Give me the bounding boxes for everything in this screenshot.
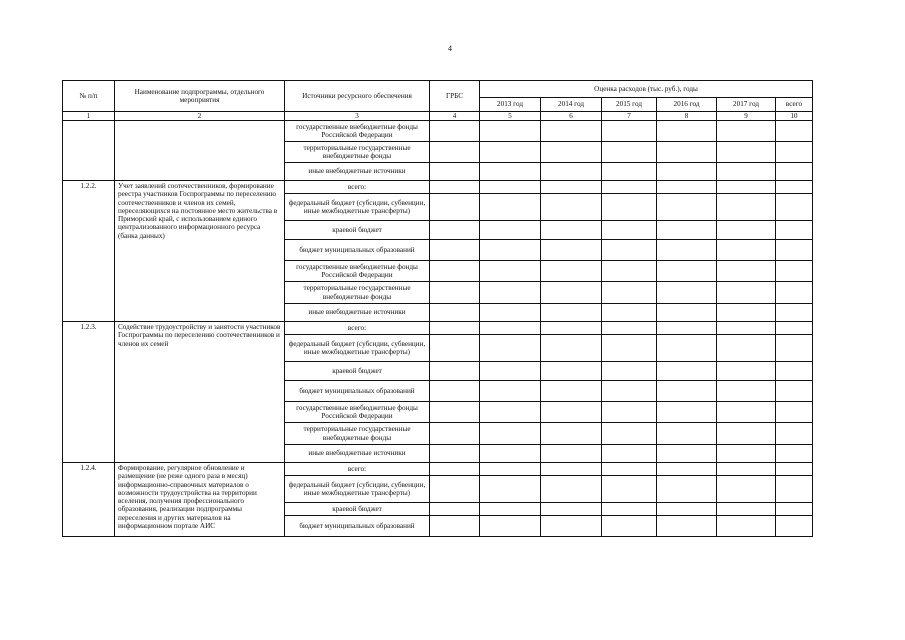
header-year-2015: 2015 год	[602, 98, 657, 112]
source-cell: территориальные государственные внебюджетные фонды	[285, 282, 430, 304]
source-cell: всего:	[285, 463, 430, 476]
row-name: Учет заявлений соотечественников, формирование реестра участников Госпрограммы по переселению соотечественников и членов их семей, переселяющихся на постоянное место жительства в Приморский край, с использованием единого централизованного информационного ресурса (банка данных)	[115, 181, 285, 322]
row-number: 1.2.2.	[63, 181, 115, 322]
header-num: № п/п	[63, 81, 115, 112]
index-cell: 1	[63, 112, 115, 121]
source-cell: бюджет муниципальных образований	[285, 240, 430, 261]
header-total: всего	[776, 98, 813, 112]
row-name	[115, 121, 285, 181]
index-row	[63, 112, 813, 121]
header-estimate: Оценка расходов (тыс. руб.), годы	[480, 81, 813, 98]
source-cell: бюджет муниципальных образований	[285, 381, 430, 402]
row-number: 1.2.4.	[63, 463, 115, 537]
source-cell: бюджет муниципальных образований	[285, 516, 430, 537]
header-year-2017: 2017 год	[717, 98, 776, 112]
source-cell: иные внебюджетные источники	[285, 304, 430, 322]
header-year-2016: 2016 год	[657, 98, 717, 112]
header-name: Наименование подпрограммы, отдельного мероприятия	[115, 81, 285, 112]
row-name: Формирование, регулярное обновление и размещение (не реже одного раза в месяц) информационно-справочных материалов о возможности трудоустройства на территории вселения, получения профессионального образования, реализации подпрограммы переселения и других материалов на информационном портале АИС	[115, 463, 285, 537]
source-cell: федеральный бюджет (субсидии, субвенции, иные межбюджетные трансферты)	[285, 476, 430, 503]
header-source: Источники ресурсного обеспечения	[285, 81, 430, 112]
expenditure-table	[62, 80, 813, 537]
row-number	[63, 121, 115, 181]
table-row	[63, 322, 813, 335]
table-row	[63, 181, 813, 194]
page-number: 4	[448, 44, 452, 53]
source-cell: территориальные государственные внебюджетные фонды	[285, 142, 430, 163]
source-cell: всего:	[285, 322, 430, 335]
index-cell: 8	[657, 112, 717, 121]
source-cell: федеральный бюджет (субсидии, субвенции, иные межбюджетные трансферты)	[285, 335, 430, 362]
source-cell: краевой бюджет	[285, 221, 430, 240]
header-year-2013: 2013 год	[480, 98, 541, 112]
header-year-2014: 2014 год	[541, 98, 602, 112]
source-cell: территориальные государственные внебюджетные фонды	[285, 423, 430, 445]
source-cell: всего:	[285, 181, 430, 194]
source-cell: федеральный бюджет (субсидии, субвенции, иные межбюджетные трансферты)	[285, 194, 430, 221]
row-number: 1.2.3.	[63, 322, 115, 463]
source-cell: государственные внебюджетные фонды Российской Федерации	[285, 261, 430, 282]
index-cell: 9	[717, 112, 776, 121]
header-row-top	[63, 81, 813, 98]
index-cell: 7	[602, 112, 657, 121]
row-name: Содействие трудоустройству и занятости участников Госпрограммы по переселению соотечественников и членов их семей	[115, 322, 285, 463]
index-cell: 6	[541, 112, 602, 121]
source-cell: государственные внебюджетные фонды Российской Федерации	[285, 121, 430, 142]
source-cell: краевой бюджет	[285, 362, 430, 381]
table-row	[63, 121, 813, 142]
source-cell: краевой бюджет	[285, 503, 430, 516]
table-row	[63, 463, 813, 476]
index-cell: 3	[285, 112, 430, 121]
index-cell: 5	[480, 112, 541, 121]
index-cell: 4	[430, 112, 480, 121]
header-grbs: ГРБС	[430, 81, 480, 112]
source-cell: иные внебюджетные источники	[285, 445, 430, 463]
index-cell: 10	[776, 112, 813, 121]
source-cell: государственные внебюджетные фонды Российской Федерации	[285, 402, 430, 423]
index-cell: 2	[115, 112, 285, 121]
source-cell: иные внебюджетные источники	[285, 163, 430, 181]
